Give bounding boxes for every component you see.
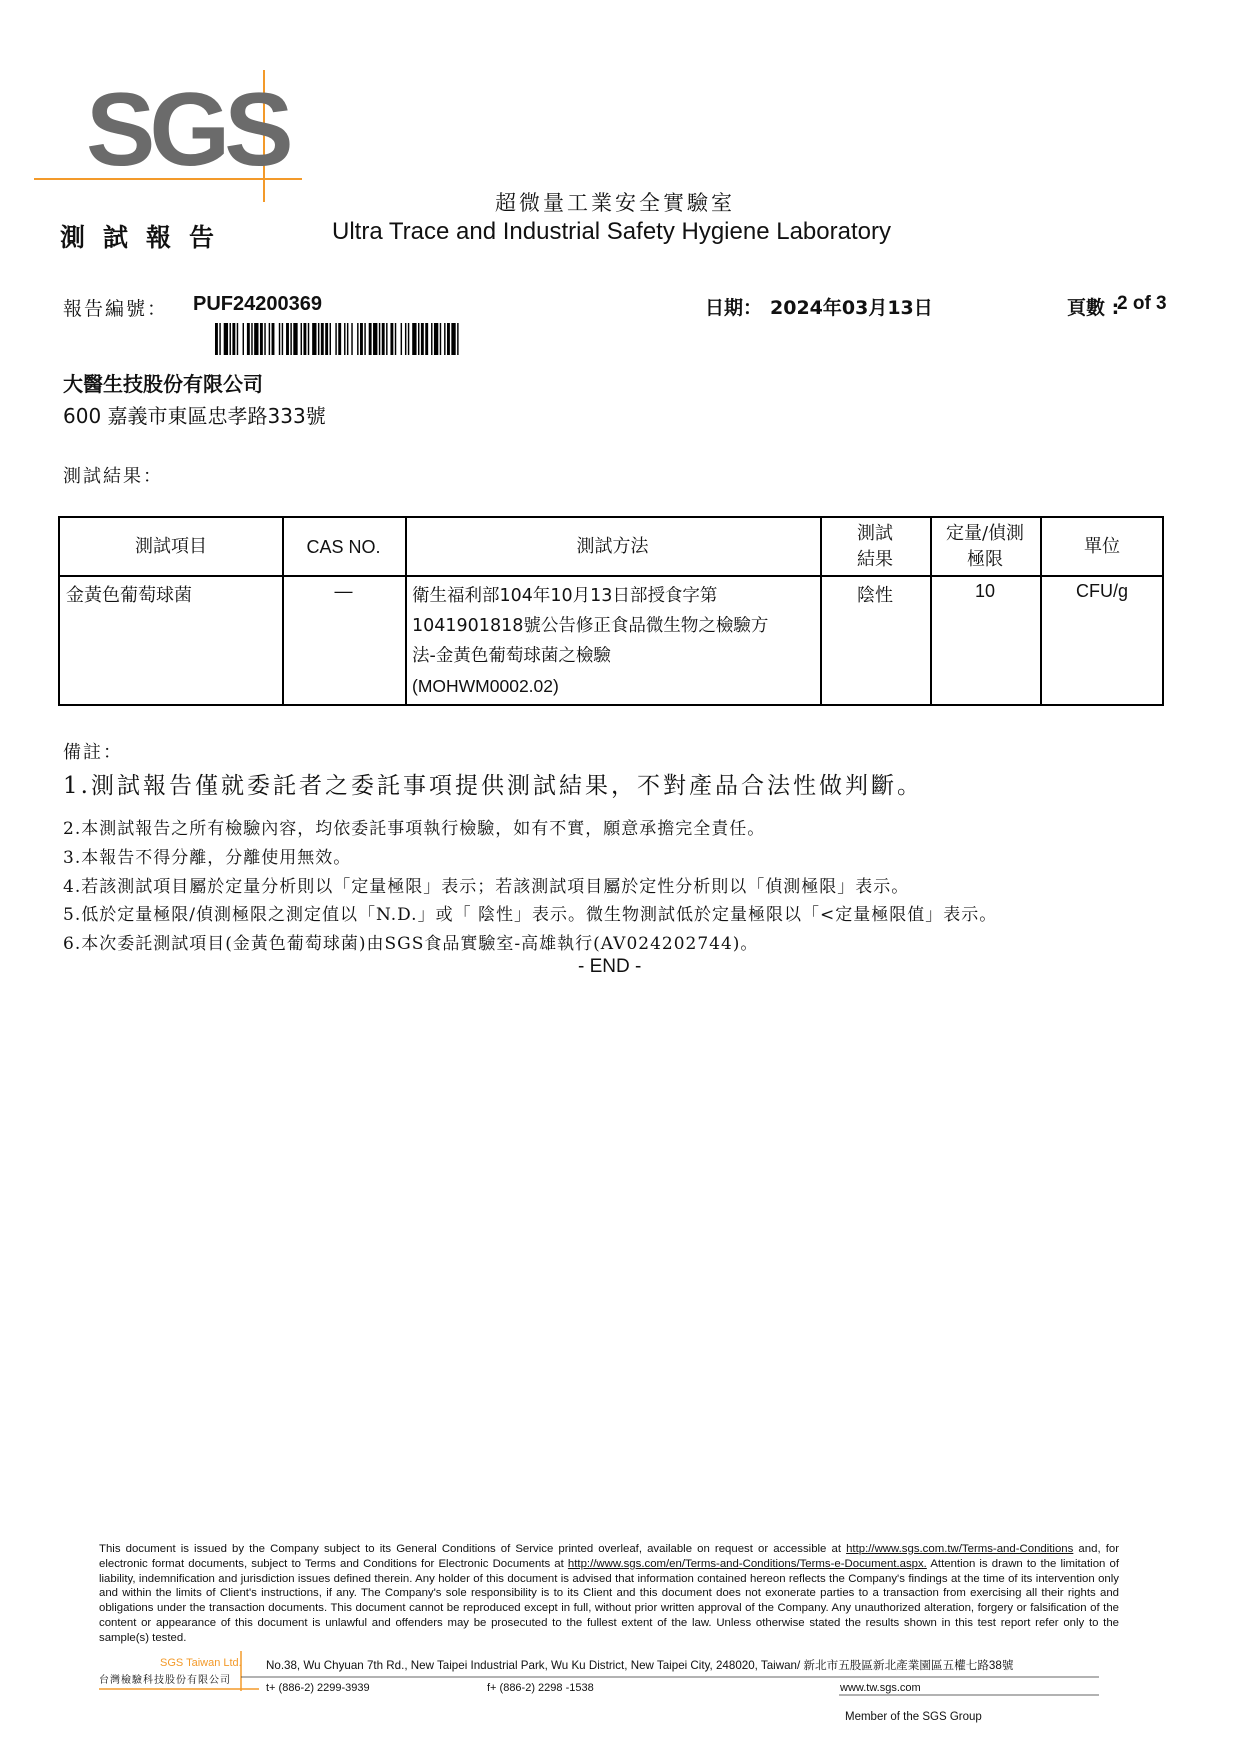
- remark-item: 5.低於定量極限/偵測極限之測定值以「N.D.」或「 陰性」表示。微生物測試低於定量極限以「<定量極限值」表示。: [63, 905, 998, 925]
- header-limit-line1: 定量/偵測: [945, 523, 1025, 544]
- header-limit-line2: 極限: [967, 549, 1003, 570]
- remark-item: 4.若該測試項目屬於定量分析則以「定量極限」表示；若該測試項目屬於定性分析則以「偵測極限」表示。: [63, 877, 910, 897]
- disclaimer-part1: This document is issued by the Company subject to its General Conditions of Service printed overleaf, available on request or accessible at: [99, 1543, 847, 1555]
- row-limit: 10: [974, 581, 996, 601]
- header-result: [820, 521, 930, 573]
- client-address: 600 嘉義市東區忠孝路333號: [63, 404, 326, 428]
- row-result: 陰性: [857, 585, 893, 606]
- remark-item: 3.本報告不得分離，分離使用無效。: [63, 848, 352, 868]
- header-result-line2: 結果: [857, 549, 893, 570]
- row-test-method: [412, 581, 768, 701]
- header-unit: 單位: [1084, 536, 1120, 557]
- row-unit: CFU/g: [1075, 581, 1128, 601]
- footer-address: No.38, Wu Chyuan 7th Rd., New Taipei Industrial Park, Wu Ku District, New Taipei City, 248020, Taiwan/ 新北市五股區新北產業園區五權七路38號: [266, 1659, 1014, 1672]
- company-name-zh: 台灣檢驗科技股份有限公司: [99, 1675, 231, 1686]
- sgs-logo-text: SGS: [86, 72, 288, 188]
- remark-item: 1.測試報告僅就委託者之委託事項提供測試結果，不對產品合法性做判斷。: [63, 773, 923, 799]
- disclaimer-part2: and, for electronic format documents, subject to Terms and Conditions for Electronic Documents at: [99, 1543, 1119, 1570]
- report-title: 測試報告: [60, 223, 233, 252]
- row-cas-no: —: [334, 581, 353, 601]
- footer-fax: f+ (886-2) 2298 -1538: [487, 1682, 594, 1694]
- lab-name-en: Ultra Trace and Industrial Safety Hygiene Laboratory: [332, 218, 891, 245]
- lab-name-zh: 超微量工業安全實驗室: [495, 191, 735, 215]
- results-table: [58, 516, 1164, 706]
- header-limit: [930, 521, 1040, 573]
- date-label: 日期：: [705, 297, 763, 319]
- footer-tel: t+ (886-2) 2299-3939: [266, 1682, 370, 1694]
- terms-e-document-link[interactable]: http://www.sgs.com/en/Terms-and-Conditions/Terms-e-Document.aspx.: [567, 1557, 927, 1570]
- report-no-label: 報告編號：: [63, 298, 169, 320]
- disclaimer-text: [99, 1542, 1119, 1646]
- footer-web: www.tw.sgs.com: [840, 1682, 921, 1694]
- results-label: 測試結果：: [63, 466, 163, 487]
- footer-member: Member of the SGS Group: [845, 1711, 982, 1723]
- page-value: 2 of 3: [1117, 293, 1167, 314]
- row-method-line4: (MOHWM0002.02): [412, 676, 559, 696]
- page-label: 頁數 :: [1067, 297, 1120, 319]
- company-name-en: SGS Taiwan Ltd.: [160, 1657, 242, 1669]
- remarks-label: 備註：: [63, 742, 123, 763]
- row-method-line2: 1041901818號公告修正食品微生物之檢驗方: [412, 616, 769, 636]
- date-value: 2024年03月13日: [770, 297, 933, 319]
- row-test-item: 金黃色葡萄球菌: [66, 585, 192, 606]
- row-method-line3: 法-金黃色葡萄球菌之檢驗: [412, 646, 611, 666]
- header-result-line1: 測試: [857, 523, 893, 544]
- remark-item: 6.本次委託測試項目(金黃色葡萄球菌)由SGS食品實驗室-高雄執行(AV024202744)。: [63, 934, 759, 954]
- remark-item: 2.本測試報告之所有檢驗內容，均依委託事項執行檢驗，如有不實，願意承擔完全責任。: [63, 819, 766, 839]
- terms-link[interactable]: http://www.sgs.com.tw/Terms-and-Conditions: [846, 1543, 1074, 1555]
- header-cas-no: CAS NO.: [306, 537, 381, 557]
- header-test-method: 測試方法: [576, 536, 649, 557]
- client-name: 大醫生技股份有限公司: [63, 372, 263, 396]
- disclaimer-part3: Attention is drawn to the limitation of liability, indemnification and jurisdiction issues defined therein. Any holder of this document is advised that information contained hereon reflects the Company's findings at the time of its intervention only and within the limits of Client's instructions, if any. The Company's sole responsibility is to its Client and this document does not exonerate parties to a transaction from exercising all their rights and obligations under the transaction documents. This document cannot be reproduced except in full, without prior written approval of the Company. Any unauthorized alteration, forgery or falsification of the content or appearance of this document is unlawful and offenders may be prosecuted to the fullest extent of the law. Unless otherwise stated the results shown in this test report refer only to the sample(s) tested.: [99, 1557, 1119, 1644]
- row-method-line1: 衛生福利部104年10月13日部授食字第: [412, 586, 718, 606]
- end-mark: - END -: [578, 956, 642, 977]
- report-no: PUF24200369: [193, 293, 322, 315]
- header-test-item: 測試項目: [135, 536, 207, 557]
- barcode-image: [215, 323, 530, 355]
